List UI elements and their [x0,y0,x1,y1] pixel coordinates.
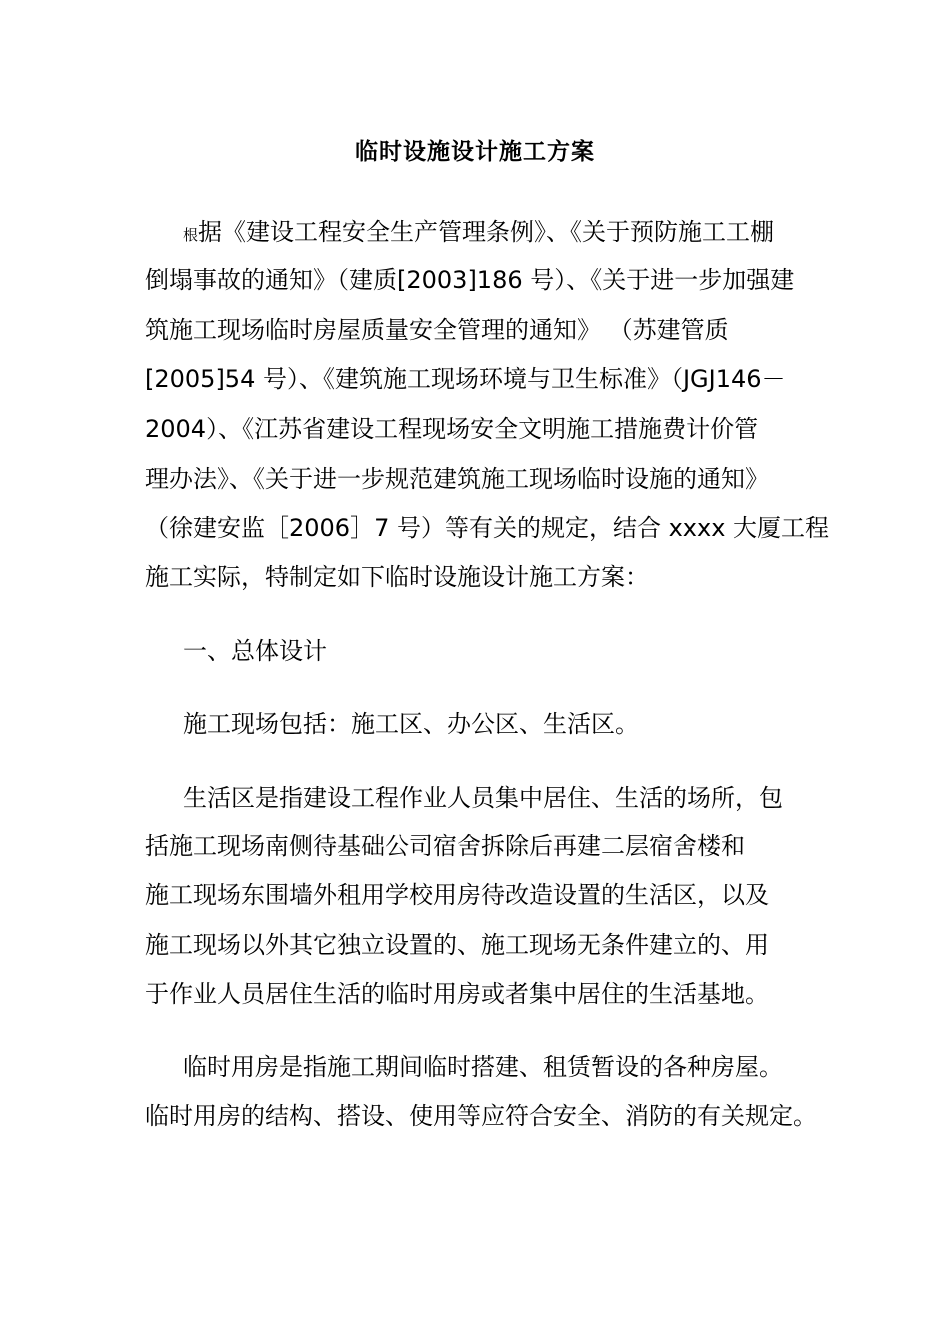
document-title: 临时设施设计施工方案 [355,139,595,165]
para1-line-8: 施工实际，特制定如下临时设施设计施工方案： [145,563,649,591]
para3-line-3: 施工现场东围墙外租用学校用房待改造设置的生活区，以及 [145,881,769,909]
para1-line-4: [2005]54 号）、《建筑施工现场环境与卫生标准》（JGJ146－ [145,365,786,393]
para1-line-5: 2004）、《江苏省建设工程现场安全文明施工措施费计价管 [145,415,759,443]
para4-line-2: 临时用房的结构、搭设、使用等应符合安全、消防的有关规定。 [145,1102,817,1130]
para1-line-7: （徐建安监［2006］7 号）等有关的规定，结合 xxxx 大厦工程 [145,514,830,542]
para1-line-2: 倒塌事故的通知》（建质[2003]186 号）、《关于进一步加强建 [145,266,795,294]
para1-line-3: 筑施工现场临时房屋质量安全管理的通知》 （苏建管质 [145,316,729,344]
para3-line-1: 生活区是指建设工程作业人员集中居住、生活的场所，包 [183,784,783,812]
section-heading-1: 一、总体设计 [183,637,327,665]
para1-line-1 [183,212,863,255]
para1-line-1-text: 据《建设工程安全生产管理条例》、《关于预防施工工棚 [198,218,775,246]
para3-line-4: 施工现场以外其它独立设置的、施工现场无条件建立的、用 [145,931,769,959]
para1-line-6: 理办法》、《关于进一步规范建筑施工现场临时设施的通知》 [145,465,769,493]
para2-line-1: 施工现场包括：施工区、办公区、生活区。 [183,710,639,738]
para3-line-5: 于作业人员居住生活的临时用房或者集中居住的生活基地。 [145,980,769,1008]
para3-line-2: 括施工现场南侧待基础公司宿舍拆除后再建二层宿舍楼和 [145,832,745,860]
para1-first-char: 根 [183,226,199,244]
para4-line-1: 临时用房是指施工期间临时搭建、租赁暂设的各种房屋。 [183,1053,783,1081]
